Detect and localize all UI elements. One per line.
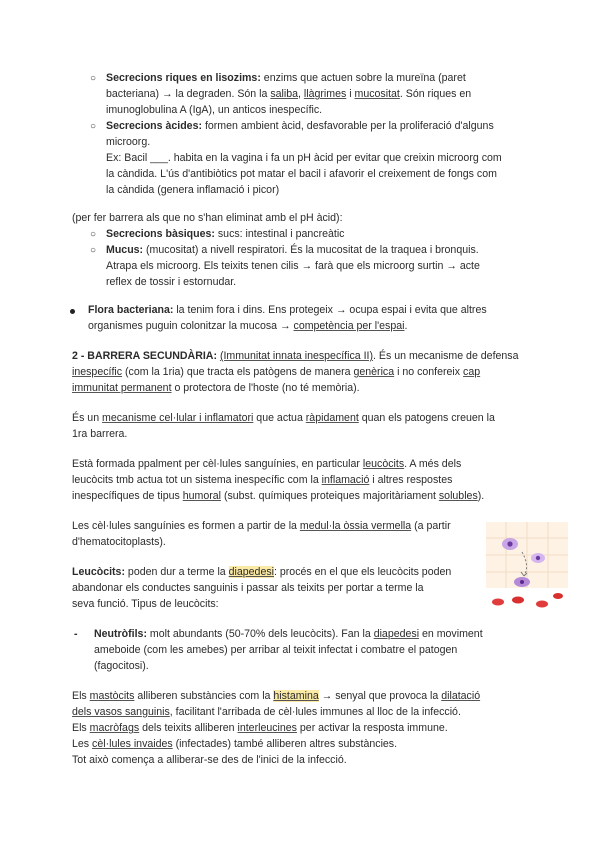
term-llagrimes: llàgrimes <box>303 88 347 100</box>
term-macrofags: macròfags <box>89 722 140 734</box>
leucocits-heading: Leucòcits: <box>72 566 125 578</box>
flora-line-2: organismes puguin colonitzar la mucosa → competència per l'espai. <box>88 320 408 332</box>
neutrofils-line-1: Neutròfils: molt abundants (50-70% dels leucòcits). Fan la diapedesi en moviment <box>94 628 483 640</box>
hollow-bullet-icon: ○ <box>90 121 97 132</box>
basiques-line: Secrecions bàsiques: sucs: intestinal i pancreàtic <box>106 228 345 240</box>
acides-line-3: Ex: Bacil ___. habita en la vagina i fa un pH àcid per evitar que creixin microorg com <box>106 152 502 164</box>
mastocits-line-3: Els macròfags dels teixits alliberen interleucines per activar la resposta immune. <box>72 722 448 734</box>
leukocyte-nucleus <box>520 580 524 584</box>
neutrofils-heading: Neutròfils: <box>94 628 147 640</box>
mucus-line-2: Atrapa els microorg. Els teixits tenen cilis → farà que els microorg surtin → acte <box>106 260 480 272</box>
term-interleucines: interleucines <box>237 722 297 734</box>
red-blood-cell-icon <box>512 597 524 604</box>
term-histamina-highlight: histamina <box>273 690 319 702</box>
mucus-line-1: Mucus: (mucositat) a nivell respiratori. És la mucositat de la traquea i bronquis. <box>106 244 479 256</box>
acides-line-2: microorg. <box>106 136 151 148</box>
term-diapedesi-highlight: diapedesi <box>228 566 274 578</box>
dash-bullet-icon: - <box>74 628 78 640</box>
term-mucositat: mucositat <box>354 88 400 100</box>
term-immunitat-innata: (Immunitat innata inespecífica II) <box>219 350 374 362</box>
term-mastocits: mastòcits <box>89 690 135 702</box>
red-blood-cell-icon <box>553 593 563 599</box>
mucus-heading: Mucus: <box>106 244 144 256</box>
neutrofils-line-3: (fagocitosi). <box>94 660 149 672</box>
term-immunitat-permanent: immunitat permanent <box>72 382 172 394</box>
term-leucocits: leucòcits <box>362 458 405 470</box>
term-rapidament: ràpidament <box>305 412 359 424</box>
term-cap: cap <box>463 366 481 378</box>
barrera2-heading: 2 - BARRERA SECUNDÀRIA: <box>72 350 217 362</box>
mecanisme-line-1: És un mecanisme cel·lular i inflamatori que actua ràpidament quan els patogens creuen la <box>72 412 495 424</box>
basiques-heading: Secrecions bàsiques: <box>106 228 215 240</box>
red-blood-cell-icon <box>492 599 504 606</box>
leukocyte-nucleus <box>507 541 512 546</box>
term-competencia: competència per l'espai <box>293 320 405 332</box>
mastocits-line-2: dels vasos sanguinis, facilitant l'arribada de cèl·lules immunes al lloc de la infecció. <box>72 706 461 718</box>
term-vasos-sanguinis: dels vasos sanguinis <box>72 706 170 718</box>
diapedesis-illustration <box>486 522 568 612</box>
formada-line-2: leucòcits tmb actua tot un sistema inespecífic com la inflamació i altres respostes <box>72 474 453 486</box>
term-saliva: saliba <box>270 88 298 100</box>
acides-line-1: Secrecions àcides: formen ambient àcid, desfavorable per la proliferació d'alguns <box>106 120 494 132</box>
leucocits-line-2: abandonar els conductes sanguinis i passar als teixits per portar a terme la <box>72 582 424 594</box>
barrera2-line-2: inespecífic (com la 1ria) que tracta els patògens de manera genèrica i no confereix cap <box>72 366 481 378</box>
acides-line-4: la càndida. L'ús d'antibiòtics pot matar el bacil i afavorir el creixement de fongs com <box>106 168 497 180</box>
leucocits-line-3: seva funció. Tipus de leucòcits: <box>72 598 219 610</box>
term-inflamacio: inflamació <box>321 474 370 486</box>
barrera2-line-1: 2 - BARRERA SECUNDÀRIA: (Immunitat innata inespecífica II). És un mecanisme de defensa <box>72 350 519 362</box>
hollow-bullet-icon: ○ <box>90 229 97 240</box>
lisozims-line-2: bacteriana) → la degraden. Són la saliba, llàgrimes i mucositat. Són riques en <box>106 88 472 100</box>
mucus-line-3: reflex de tossir i estornudar. <box>106 276 237 288</box>
neutrofils-line-2: ameboide (com les amebes) per arribar al teixit infectat i combatre el patogen <box>94 644 458 656</box>
barrera2-line-3: immunitat permanent o protectora de l'hoste (no té memòria). <box>72 382 360 394</box>
lisozims-line-3: imunoglobulina A (IgA), un anticos inespecífic. <box>106 104 323 116</box>
cellules-line-1: Les cèl·lules sanguínies es formen a partir de la medul·la òssia vermella (a partir <box>72 520 451 532</box>
term-medulla: medul·la òssia vermella <box>299 520 412 532</box>
term-mecanisme-cellular: mecanisme cel·lular i inflamatori <box>102 412 254 424</box>
cellules-line-2: d'hematocitoplasts). <box>72 536 166 548</box>
acides-heading: Secrecions àcides: <box>106 120 202 132</box>
hollow-bullet-icon: ○ <box>90 245 97 256</box>
lisozims-line-1: Secrecions riques en lisozims: enzims que actuen sobre la mureïna (paret <box>106 72 466 84</box>
formada-line-3: inespecífiques de tipus humoral (subst. químiques proteiques majoritàriament solubles). <box>72 490 485 502</box>
mastocits-line-5: Tot això comença a alliberar-se des de l'inici de la infecció. <box>72 754 347 766</box>
term-cellules-invaides: cèl·lules invaides <box>92 738 173 750</box>
mastocits-line-1: Els mastòcits alliberen substàncies com la histamina → senyal que provoca la dilatació <box>72 690 481 702</box>
leukocyte-nucleus <box>536 556 540 560</box>
term-humoral: humoral <box>182 490 221 502</box>
term-dilatacio: dilatació <box>441 690 481 702</box>
hollow-bullet-icon: ○ <box>90 73 97 84</box>
filled-bullet-icon <box>70 309 75 314</box>
flora-line-1: Flora bacteriana: la tenim fora i dins. Ens protegeix → ocupa espai i evita que altres <box>88 304 487 316</box>
barrera-note: (per fer barrera als que no s'han eliminat amb el pH àcid): <box>72 212 343 224</box>
term-diapedesi: diapedesi <box>373 628 420 640</box>
term-generica: genèrica <box>353 366 395 378</box>
acides-line-5: la càndida (genera inflamació i picor) <box>106 184 280 196</box>
mastocits-line-4: Les cèl·lules invaides (infectades) també alliberen altres substàncies. <box>72 738 398 750</box>
leucocits-line-1: Leucòcits: poden dur a terme la diapedesi: procés en el que els leucòcits poden <box>72 566 452 578</box>
red-blood-cell-icon <box>536 601 548 608</box>
flora-heading: Flora bacteriana: <box>88 304 174 316</box>
term-solubles: solubles <box>438 490 478 502</box>
formada-line-1: Està formada ppalment per cèl·lules sanguínies, en particular leucòcits. A més dels <box>72 458 462 470</box>
lisozims-heading: Secrecions riques en lisozims: <box>106 72 261 84</box>
term-inespecific: inespecífic <box>72 366 123 378</box>
mecanisme-line-2: 1ra barrera. <box>72 428 128 440</box>
